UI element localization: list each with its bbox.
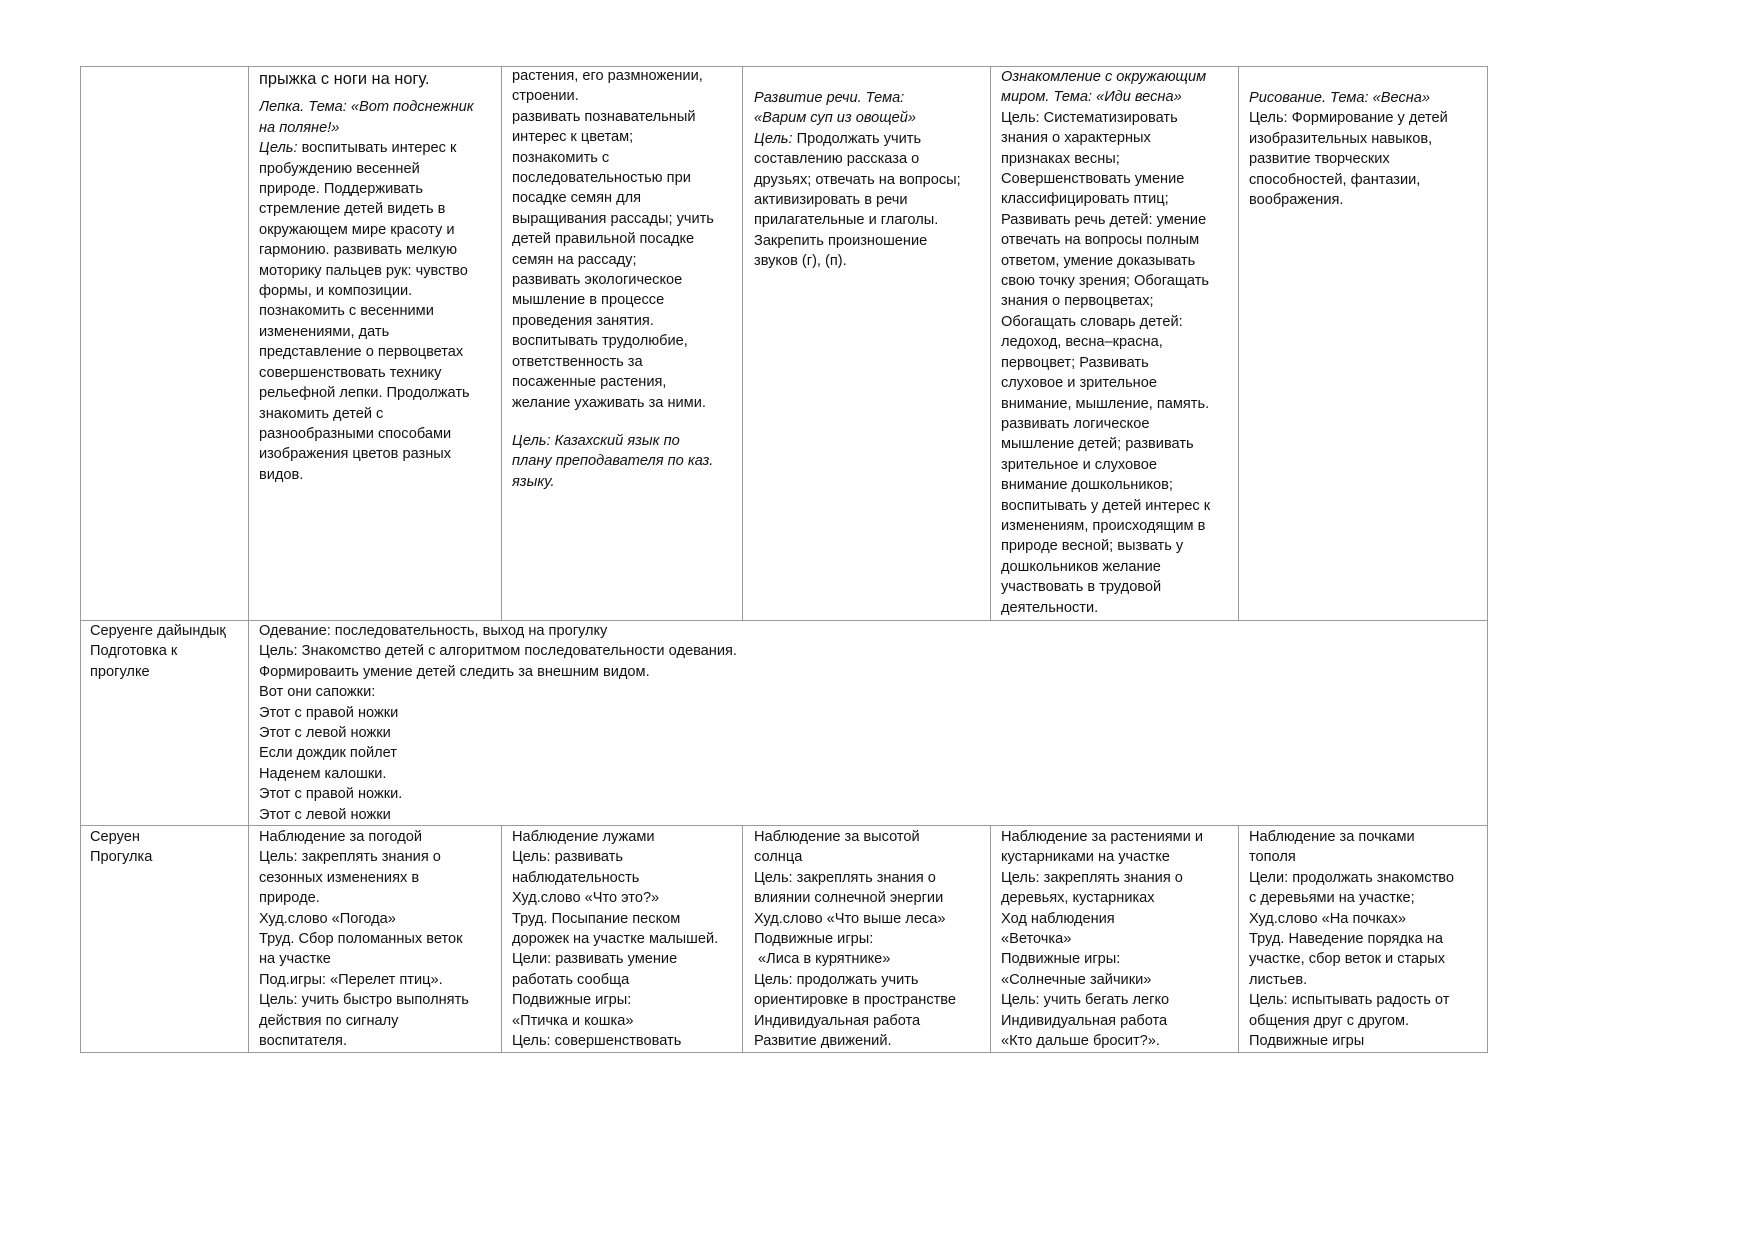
text-line: Худ.слово «На почках»: [1249, 910, 1407, 927]
text-line: воображения.: [1249, 192, 1344, 209]
text-line: развивать логическое: [1001, 415, 1150, 432]
kazakh-goal-line: языку.: [512, 473, 555, 490]
text-line: выращивания рассады; учить: [512, 210, 714, 227]
kazakh-goal-line: плану преподавателя по каз.: [512, 453, 714, 470]
text-line: изменениями, дать: [259, 323, 390, 340]
text-line: классифицировать птиц;: [1001, 191, 1169, 208]
text-line: Цели: продолжать знакомство: [1249, 869, 1454, 886]
row-label: прогулке: [90, 663, 150, 680]
goal-line: [259, 138, 497, 158]
row1-col5-cell: [1249, 88, 1483, 617]
text-line: ответственность за: [512, 353, 643, 370]
text-line: Наблюдение лужами: [512, 829, 655, 845]
text-line: Если дождик пойлет: [259, 745, 397, 762]
text-line: природе весной; вызвать у: [1001, 538, 1184, 555]
text-line: ледоход, весна–красна,: [1001, 334, 1163, 351]
text-line: Цель: продолжать учить: [754, 971, 919, 988]
text-line: Худ.слово «Что выше леса»: [754, 910, 946, 927]
text-line: воспитателя.: [259, 1033, 347, 1050]
text-line: растения, его размножении,: [512, 68, 703, 84]
text-line: Совершенствовать умение: [1001, 171, 1185, 188]
text-line: Цель: учить бегать легко: [1001, 992, 1170, 1009]
kazakh-goal-line: Цель: Казахский язык по: [512, 432, 680, 449]
text-line: природе.: [259, 890, 320, 907]
text-line: солнца: [754, 849, 803, 866]
row-divider: [80, 825, 1488, 826]
text-line: Цель: развивать: [512, 849, 623, 866]
text-line: друзьях; отвечать на вопросы;: [754, 171, 961, 188]
text-line: Цель: испытывать радость от: [1249, 992, 1450, 1009]
text-line: внимание дошкольников;: [1001, 477, 1173, 494]
text-line: мышление в процессе: [512, 292, 665, 309]
text-line: Труд. Наведение порядка на: [1249, 931, 1443, 948]
cell-intro-text: прыжка с ноги на ногу.: [259, 70, 430, 88]
text-line: формы, и композиции.: [259, 283, 413, 300]
row1-col4-cell: [1001, 67, 1235, 619]
text-line: пробуждению весенней: [259, 160, 420, 177]
column-divider: [501, 825, 502, 1053]
text-line: Худ.слово «Что это?»: [512, 890, 660, 907]
text-line: Формироваить умение детей следить за внешним видом.: [259, 663, 650, 680]
text-line: воспитывать трудолюбие,: [512, 333, 688, 350]
text-line: желание ухаживать за ними.: [512, 394, 706, 411]
text-line: ответом, умение доказывать: [1001, 252, 1196, 269]
lesson-title: Развитие речи. Тема:: [754, 90, 905, 106]
text-line: знания о первоцветах;: [1001, 293, 1154, 310]
text-line: Цель: совершенствовать: [512, 1033, 682, 1050]
column-divider: [990, 66, 991, 621]
row3-col1-cell: [259, 827, 497, 1051]
text-line: совершенствовать технику: [259, 364, 442, 381]
text-line: Под.игры: «Перелет птиц».: [259, 971, 443, 988]
text-line: «Лиса в курятнике»: [754, 951, 891, 968]
text-line: Цель: учить быстро выполнять: [259, 992, 469, 1009]
text-line: способностей, фантазии,: [1249, 171, 1421, 188]
goal-line: [754, 129, 986, 149]
text-line: Цели: развивать умение: [512, 951, 678, 968]
table-border-right: [1487, 66, 1488, 1053]
text-line: Подвижные игры:: [754, 931, 874, 948]
text-line: на участке: [259, 951, 331, 968]
goal-text: воспитывать интерес к: [297, 140, 457, 157]
text-line: развитие творческих: [1249, 151, 1390, 168]
text-line: Обогащать словарь детей:: [1001, 313, 1183, 330]
text-line: внимание, мышление, память.: [1001, 395, 1210, 412]
text-line: изображения цветов разных: [259, 446, 452, 463]
row1-col1-cell: [259, 69, 497, 617]
row2-label-cell: [90, 621, 246, 701]
text-line: Подвижные игры:: [1001, 951, 1121, 968]
text-line: деятельности.: [1001, 599, 1099, 616]
column-divider: [1238, 66, 1239, 621]
text-line: «Кто дальше бросит?».: [1001, 1033, 1160, 1050]
text-line: стремление детей видеть в: [259, 201, 446, 218]
text-line: листьев.: [1249, 971, 1308, 988]
text-line: отвечать на вопросы полным: [1001, 232, 1200, 249]
text-line: Индивидуальная работа: [1001, 1012, 1168, 1029]
goal-text: Продолжать учить: [792, 130, 922, 147]
text-line: участвовать в трудовой: [1001, 579, 1162, 596]
row1-col3-cell: [754, 88, 986, 617]
row-label: Прогулка: [90, 849, 153, 866]
text-line: работать сообща: [512, 971, 630, 988]
text-line: общения друг с другом.: [1249, 1012, 1410, 1029]
text-line: Худ.слово «Погода»: [259, 910, 396, 927]
text-line: Развитие движений.: [754, 1033, 892, 1050]
row3-col5-cell: [1249, 827, 1483, 1051]
text-line: представление о первоцветах: [259, 344, 464, 361]
column-divider: [1238, 825, 1239, 1053]
goal-label: Цель:: [754, 130, 793, 147]
text-line: мышление детей; развивать: [1001, 436, 1194, 453]
row3-label-cell: [90, 827, 246, 887]
text-line: тополя: [1249, 849, 1296, 866]
text-line: Развивать речь детей: умение: [1001, 211, 1207, 228]
text-line: Этот с левой ножки: [259, 806, 391, 823]
text-line: Цель: закреплять знания о: [754, 869, 936, 886]
text-line: влиянии солнечной энергии: [754, 890, 944, 907]
text-line: первоцвет; Развивать: [1001, 354, 1149, 371]
text-line: составлению рассказа о: [754, 151, 920, 168]
text-line: дорожек на участке малышей.: [512, 931, 719, 948]
text-line: звуков (г), (п).: [754, 253, 847, 270]
text-line: Одевание: последовательность, выход на прогулку: [259, 623, 608, 639]
text-line: кустарниками на участке: [1001, 849, 1170, 866]
text-line: знакомить детей с: [259, 405, 384, 422]
text-line: интерес к цветам;: [512, 129, 634, 146]
text-line: действия по сигналу: [259, 1012, 399, 1029]
lesson-title: на поляне!»: [259, 119, 340, 136]
row3-col2-cell: [512, 827, 738, 1051]
text-line: деревьях, кустарниках: [1001, 890, 1155, 907]
text-line: познакомить с весенними: [259, 303, 434, 320]
text-line: участке, сбор веток и старых: [1249, 951, 1446, 968]
text-line: признаках весны;: [1001, 150, 1120, 167]
row-label: Серуенге дайындық: [90, 623, 226, 639]
text-line: Подвижные игры: [1249, 1033, 1365, 1050]
text-line: Наденем калошки.: [259, 765, 387, 782]
text-line: гармонию. развивать мелкую: [259, 242, 458, 259]
text-line: развивать экологическое: [512, 272, 683, 289]
text-line: прилагательные и глаголы.: [754, 212, 939, 229]
text-line: Цель: Знакомство детей с алгоритмом последовательности одевания.: [259, 643, 737, 660]
lesson-title: «Варим суп из овощей»: [754, 110, 917, 127]
row2-content-cell: [259, 621, 1483, 825]
row3-col4-cell: [1001, 827, 1235, 1051]
text-line: зрительное и слуховое: [1001, 456, 1157, 473]
table-border-bottom: [80, 1052, 1488, 1053]
text-line: окружающем мире красоту и: [259, 221, 455, 238]
text-line: познакомить с: [512, 149, 610, 166]
text-line: Наблюдение за погодой: [259, 829, 422, 845]
text-line: слуховое и зрительное: [1001, 375, 1157, 392]
text-line: проведения занятия.: [512, 312, 654, 329]
text-line: Наблюдение за почками: [1249, 829, 1415, 845]
text-line: развивать познавательный: [512, 108, 696, 125]
text-line: изобразительных навыков,: [1249, 130, 1433, 147]
text-line: Цель: Формирование у детей: [1249, 110, 1448, 127]
lesson-title: Лепка. Тема: «Вот подснежник: [259, 99, 474, 116]
text-line: свою точку зрения; Обогащать: [1001, 273, 1210, 290]
text-line: строении.: [512, 88, 579, 105]
column-divider: [501, 66, 502, 621]
text-line: знания о характерных: [1001, 130, 1151, 147]
text-line: Цель: закреплять знания о: [1001, 869, 1183, 886]
goal-label: Цель:: [259, 140, 298, 157]
text-line: разнообразными способами: [259, 425, 452, 442]
text-line: семян на рассаду;: [512, 251, 637, 268]
row1-col2-cell: [512, 66, 738, 617]
text-line: посадке семян для: [512, 190, 642, 207]
text-line: Труд. Посыпание песком: [512, 910, 681, 927]
text-line: детей правильной посадке: [512, 231, 695, 248]
column-divider: [248, 66, 249, 1053]
text-line: сезонных изменениях в: [259, 869, 420, 886]
text-line: «Птичка и кошка»: [512, 1012, 634, 1029]
row-label: Подготовка к: [90, 643, 178, 660]
lesson-title: миром. Тема: «Иди весна»: [1001, 89, 1182, 106]
text-line: Вот они сапожки:: [259, 684, 376, 701]
lesson-title: Рисование. Тема: «Весна»: [1249, 90, 1431, 106]
text-line: Закрепить произношение: [754, 232, 928, 249]
text-line: Труд. Сбор поломанных веток: [259, 931, 463, 948]
text-line: Этот с правой ножки.: [259, 786, 403, 803]
table-border-left: [80, 66, 81, 1053]
text-line: изменениям, происходящим в: [1001, 517, 1206, 534]
text-line: наблюдательность: [512, 869, 640, 886]
text-line: Ход наблюдения: [1001, 910, 1115, 927]
text-line: последовательностью при: [512, 170, 691, 187]
text-line: дошкольников желание: [1001, 558, 1161, 575]
lesson-title: Ознакомление с окружающим: [1001, 69, 1207, 85]
text-line: видов.: [259, 466, 304, 483]
text-line: Индивидуальная работа: [754, 1012, 921, 1029]
text-line: Наблюдение за высотой: [754, 829, 920, 845]
text-line: «Веточка»: [1001, 931, 1072, 948]
column-divider: [990, 825, 991, 1053]
text-line: воспитывать у детей интерес к: [1001, 497, 1211, 514]
text-line: Наблюдение за растениями и: [1001, 829, 1204, 845]
row-label: Серуен: [90, 829, 140, 845]
text-line: активизировать в речи: [754, 192, 908, 209]
column-divider: [742, 66, 743, 621]
text-line: моторику пальцев рук: чувство: [259, 262, 468, 279]
text-line: природе. Поддерживать: [259, 181, 423, 198]
text-line: Этот с левой ножки: [259, 725, 391, 742]
table-border-top: [80, 66, 1488, 67]
column-divider: [742, 825, 743, 1053]
text-line: «Солнечные зайчики»: [1001, 971, 1152, 988]
text-line: посаженные растения,: [512, 374, 667, 391]
text-line: с деревьями на участке;: [1249, 890, 1415, 907]
text-line: Этот с правой ножки: [259, 704, 399, 721]
text-line: Подвижные игры:: [512, 992, 632, 1009]
text-line: ориентировке в пространстве: [754, 992, 957, 1009]
row3-col3-cell: [754, 827, 986, 1051]
text-line: рельефной лепки. Продолжать: [259, 385, 470, 402]
text-line: Цель: Систематизировать: [1001, 109, 1178, 126]
text-line: Цель: закреплять знания о: [259, 849, 441, 866]
